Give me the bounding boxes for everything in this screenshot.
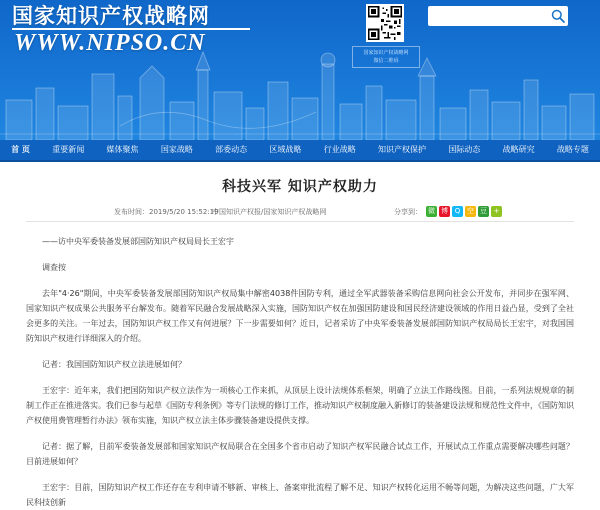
article-paragraph: 王宏宇：目前，国防知识产权工作还存在专利申请不够新、审核上、备案审批流程了解不足、知识产权转化运用不畅等问题，为解决这些问题，广大军民科技创新 bbox=[26, 483, 574, 507]
share-icon-group[interactable] bbox=[426, 206, 502, 217]
article-title: 科技兴军 知识产权助力 bbox=[222, 179, 378, 195]
nav-item-research[interactable]: 战略研究 bbox=[502, 145, 535, 154]
douban-share-icon[interactable]: 豆 bbox=[480, 207, 487, 215]
publish-time bbox=[114, 207, 219, 217]
article-body bbox=[26, 222, 574, 510]
nav-item-media[interactable]: 媒体聚焦 bbox=[106, 145, 139, 154]
nav-item-topics[interactable]: 战略专题 bbox=[556, 145, 589, 154]
article-container bbox=[0, 162, 600, 510]
publish-time-value: 2019/5/20 15:52:19 bbox=[149, 208, 219, 216]
article-subtitle: ——访中央军委装备发展部国防知识产权局局长王宏宇 bbox=[42, 237, 234, 246]
search-box[interactable] bbox=[428, 6, 568, 26]
qzone-share-icon[interactable]: 空 bbox=[467, 207, 474, 215]
publish-time-label: 发布时间： bbox=[114, 208, 149, 216]
more-share-icon[interactable]: + bbox=[491, 206, 502, 217]
nav-item-ministry[interactable]: 部委动态 bbox=[215, 145, 248, 154]
article-lead-label: 调查按 bbox=[42, 263, 66, 272]
wechat-share-icon[interactable]: 微 bbox=[428, 207, 435, 215]
qq-share-icon[interactable]: Q bbox=[452, 206, 463, 217]
nav-item-protection[interactable]: 知识产权保护 bbox=[378, 145, 427, 154]
main-navigation[interactable] bbox=[0, 140, 600, 162]
search-input[interactable] bbox=[432, 6, 544, 26]
search-icon bbox=[550, 8, 566, 24]
article-paragraph: 王宏宇：近年来，我们把国防知识产权立法作为一项核心工作来抓，从顶层上设计法规体系框架，明确了立法工作路线图。目前，一系列法规规章的制制工作正在推进落实。我们已参与起草《国防专利条例》等专门法规的修订工作，推动知识产权制度融入新修订的装备建设法规和规范性文件中，《国防知识产权使用费管理暂行办法》领布实施，知识产权立法主体步骤装备建设提供支撑。 bbox=[26, 386, 574, 425]
article-meta bbox=[26, 206, 574, 222]
site-banner bbox=[0, 0, 600, 140]
search-button[interactable] bbox=[550, 8, 566, 24]
article-question: 记者：据了解，目前军委装备发展部和国家知识产权局联合在全国多个省市启动了知识产权军民融合试点工作，开展试点工作重点需要解决哪些问题？目前进展如何？ bbox=[26, 442, 574, 466]
site-logo-en[interactable]: WWW.NIPSO.CN bbox=[14, 30, 206, 56]
site-logo-cn[interactable]: 国家知识产权战略网 bbox=[12, 4, 210, 28]
nav-item-industry[interactable]: 行业战略 bbox=[323, 145, 356, 154]
qr-caption bbox=[352, 46, 420, 68]
nav-item-strategy[interactable]: 国家战略 bbox=[160, 145, 193, 154]
nav-item-international[interactable]: 国际动态 bbox=[448, 145, 481, 154]
nav-item-home[interactable]: 首 页 bbox=[11, 145, 30, 154]
weibo-share-icon[interactable]: 博 bbox=[441, 207, 448, 215]
qr-caption-line1: 国家知识产权战略网 bbox=[363, 50, 409, 56]
article-question: 记者：我国国防知识产权立法进展如何？ bbox=[42, 360, 186, 369]
article-source: 中国知识产权报/国家知识产权战略网 bbox=[212, 208, 327, 216]
nav-item-news[interactable]: 重要新闻 bbox=[52, 145, 85, 154]
qr-caption-line2: 微信二维码 bbox=[373, 58, 399, 64]
nav-item-regional[interactable]: 区域战略 bbox=[269, 145, 302, 154]
article-paragraph: 去年"4·26"期间，中央军委装备发展部国防知识产权局集中解密4038件国防专利，通过全军武器装备采购信息网向社会公开发布，并同步在强军网、国家知识产权成果公共服务平台解发布。随着军民融合发展战略深入实施，国防知识产权在加强国防建设和国民经济建设领域的作用日益凸显，受到了全社会更多的关注。一年过去，国防知识产权工作又有何进展？下一步需要如何？近日，记者采访了中央军委装备发展部国防知识产权局局长王宏宇，对我国国防知识产权进行详细深入的介绍。 bbox=[26, 289, 574, 343]
wechat-qr-code bbox=[366, 4, 404, 42]
qr-code-icon bbox=[368, 6, 402, 40]
share-label: 分享到： bbox=[394, 208, 422, 216]
